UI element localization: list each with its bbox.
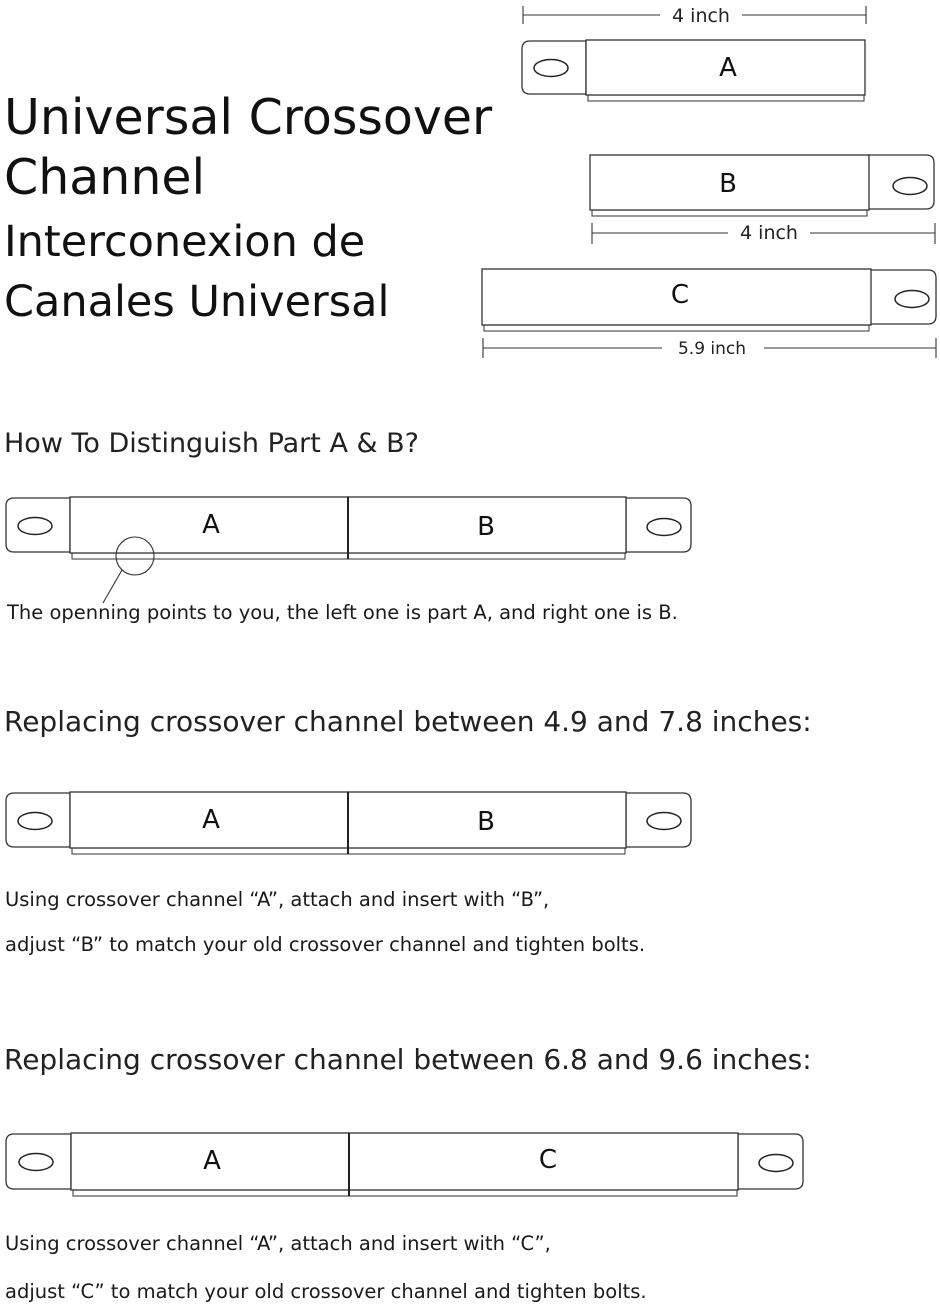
part-b-label: B — [719, 169, 737, 199]
title-english-line1: Universal Crossover — [4, 89, 493, 146]
replace-ac-assembly — [6, 1133, 803, 1196]
title-spanish-line2: Canales Universal — [4, 277, 390, 327]
part-c-hole — [895, 291, 929, 308]
replace-ac-caption-line2: adjust “C” to match your old crossover channel and tighten bolts. — [5, 1280, 647, 1303]
distinguish-left-label: A — [202, 510, 220, 540]
opening-callout-pointer — [103, 570, 122, 603]
part-b-hole — [893, 178, 927, 195]
part-c-dimension — [483, 338, 936, 359]
title-english-line2: Channel — [4, 149, 206, 206]
part-b-rail — [592, 210, 867, 216]
distinguish-right-hole — [647, 519, 681, 536]
replace-ab-heading: Replacing crossover channel between 4.9 and 7.8 inches: — [4, 705, 812, 738]
replace-ab-right-label: B — [477, 807, 495, 837]
replace-ab-assembly — [6, 792, 691, 854]
replace-ac-left-label: A — [203, 1146, 221, 1176]
part-b — [590, 155, 935, 244]
part-a-rail — [588, 95, 864, 101]
part-c-label: C — [670, 280, 690, 310]
replace-ac-left-hole — [19, 1154, 53, 1171]
distinguish-heading: How To Distinguish Part A & B? — [4, 428, 419, 459]
part-c-dimension-label: 5.9 inch — [677, 339, 747, 359]
replace-ac-caption-line1: Using crossover channel “A”, attach and insert with “C”, — [5, 1232, 551, 1255]
replace-ab-caption-line1: Using crossover channel “A”, attach and insert with “B”, — [5, 888, 550, 911]
part-b-dimension-label: 4 inch — [740, 222, 798, 244]
part-a-dimension-label: 4 inch — [672, 5, 730, 27]
distinguish-assembly — [6, 497, 691, 603]
replace-ac-heading: Replacing crossover channel between 6.8 and 9.6 inches: — [4, 1043, 812, 1076]
part-b-dimension — [592, 222, 935, 244]
title-spanish-line1: Interconexion de — [4, 217, 366, 267]
part-a — [522, 5, 866, 101]
part-c-rail — [484, 325, 869, 331]
replace-ab-right-hole — [647, 813, 681, 830]
part-a-dimension — [523, 5, 866, 27]
part-a-hole — [534, 60, 568, 77]
part-a-label: A — [719, 53, 737, 83]
replace-ac-rail — [73, 1190, 737, 1196]
distinguish-caption: The openning points to you, the left one is part A, and right one is B. — [7, 601, 678, 624]
replace-ab-left-label: A — [202, 805, 220, 835]
replace-ab-left-hole — [18, 813, 52, 830]
part-c — [482, 269, 936, 359]
distinguish-right-label: B — [477, 512, 495, 542]
replace-ac-right-label: C — [538, 1145, 558, 1175]
distinguish-left-hole — [18, 518, 52, 535]
replace-ac-right-hole — [759, 1155, 793, 1172]
replace-ab-caption-line2: adjust “B” to match your old crossover channel and tighten bolts. — [5, 933, 646, 956]
